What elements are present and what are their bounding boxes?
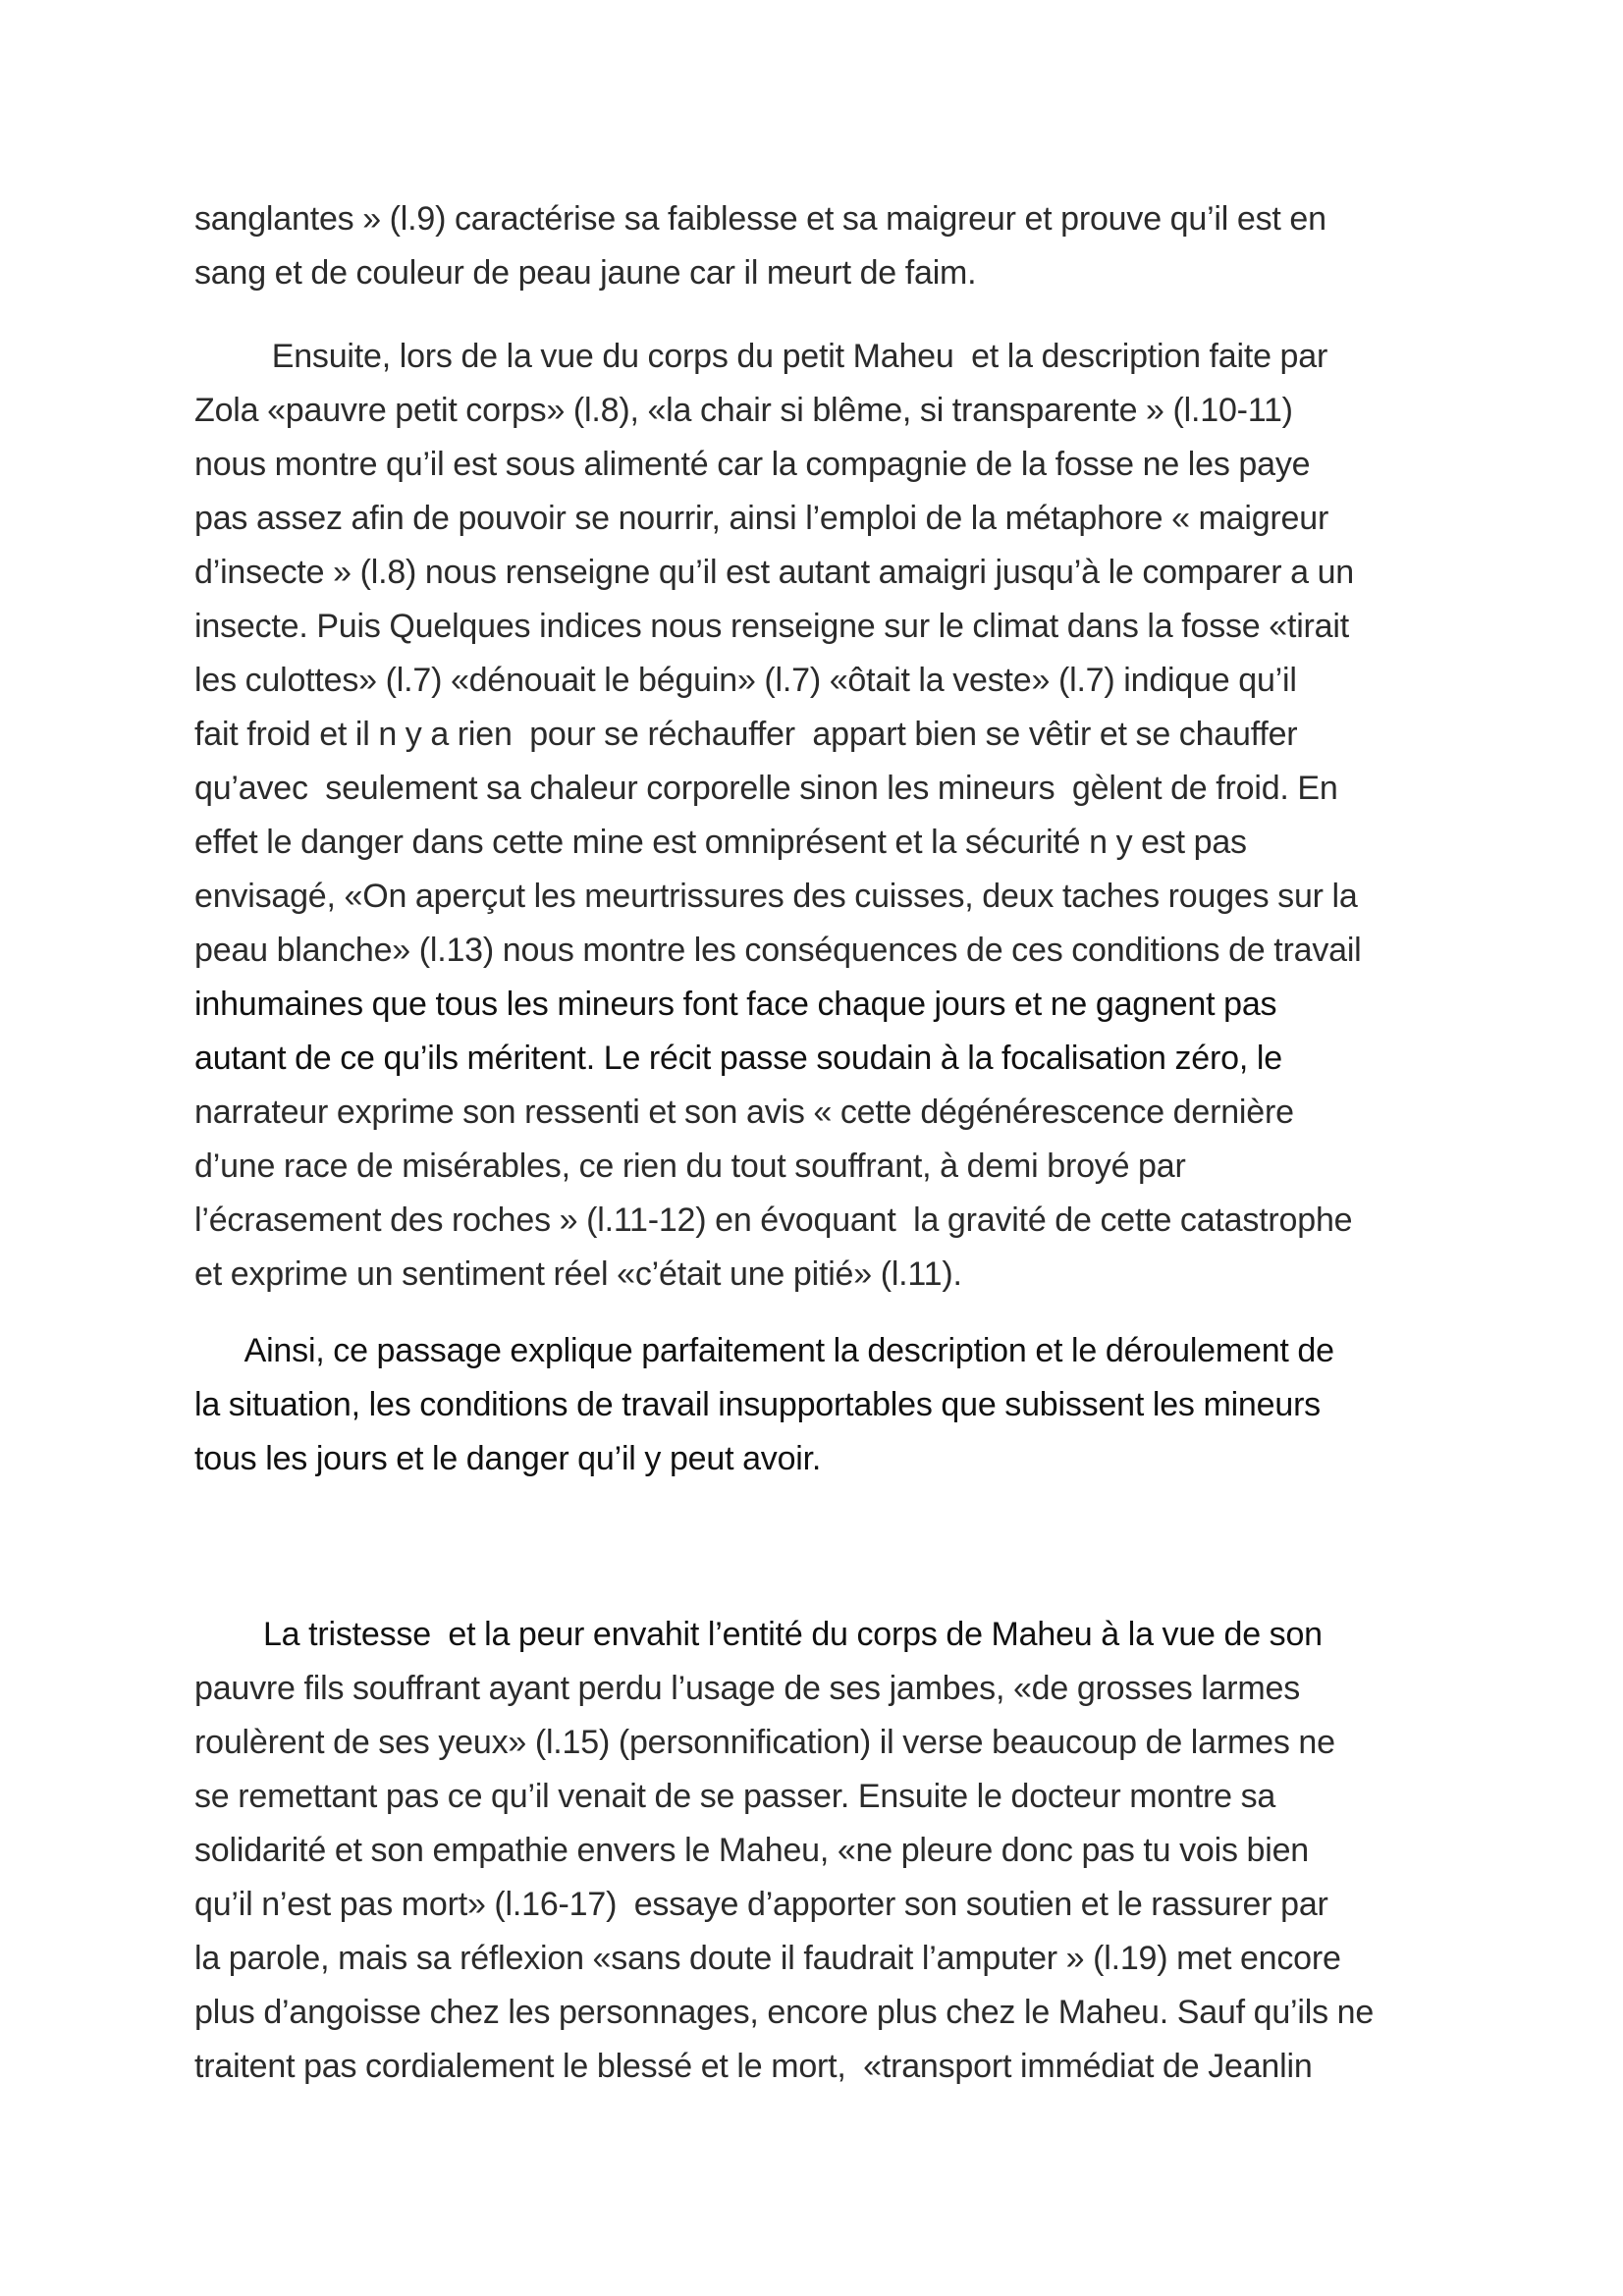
text-line: la situation, les conditions de travail insupportables que subissent les mineurs bbox=[194, 1386, 1321, 1423]
text-line: nous montre qu’il est sous alimenté car la compagnie de la fosse ne les paye bbox=[194, 446, 1311, 483]
text-line: insecte. Puis Quelques indices nous renseigne sur le climat dans la fosse «tirait bbox=[194, 608, 1349, 645]
text-line: La tristesse et la peur envahit l’entité du corps de Maheu à la vue de son bbox=[194, 1616, 1323, 1653]
text-line: qu’il n’est pas mort» (l.16-17) essaye d’apporter son soutien et le rassurer par bbox=[194, 1886, 1328, 1923]
text-line: Ainsi, ce passage explique parfaitement la description et le déroulement de bbox=[194, 1332, 1334, 1369]
text-line: et exprime un sentiment réel «c’était une pitié» (l.11). bbox=[194, 1255, 962, 1293]
text-line: effet le danger dans cette mine est omniprésent et la sécurité n y est pas bbox=[194, 824, 1247, 861]
text-line: solidarité et son empathie envers le Maheu, «ne pleure donc pas tu vois bien bbox=[194, 1832, 1310, 1869]
paragraph-2 bbox=[194, 330, 1461, 1302]
text-line: les culottes» (l.7) «dénouait le béguin» (l.7) «ôtait la veste» (l.7) indique qu’il bbox=[194, 662, 1297, 699]
text-line: traitent pas cordialement le blessé et le mort, «transport immédiat de Jeanlin bbox=[194, 2048, 1313, 2085]
text-line: fait froid et il n y a rien pour se réchauffer appart bien se vêtir et se chauffer bbox=[194, 716, 1298, 753]
text-line: la parole, mais sa réflexion «sans doute il faudrait l’amputer » (l.19) met encore bbox=[194, 1940, 1341, 1977]
text-line: roulèrent de ses yeux» (l.15) (personnification) il verse beaucoup de larmes ne bbox=[194, 1724, 1335, 1761]
paragraph-4 bbox=[194, 1608, 1461, 2094]
text-line: pauvre fils souffrant ayant perdu l’usage de ses jambes, «de grosses larmes bbox=[194, 1670, 1301, 1707]
text-line: autant de ce qu’ils méritent. Le récit passe soudain à la focalisation zéro, le bbox=[194, 1040, 1282, 1077]
text-line: peau blanche» (l.13) nous montre les conséquences de ces conditions de travail bbox=[194, 932, 1362, 969]
text-line: d’une race de misérables, ce rien du tout souffrant, à demi broyé par bbox=[194, 1148, 1186, 1185]
text-line: envisagé, «On aperçut les meurtrissures des cuisses, deux taches rouges sur la bbox=[194, 878, 1358, 915]
text-line: pas assez afin de pouvoir se nourrir, ainsi l’emploi de la métaphore « maigreur bbox=[194, 500, 1329, 537]
text-line: plus d’angoisse chez les personnages, encore plus chez le Maheu. Sauf qu’ils ne bbox=[194, 1994, 1375, 2031]
paragraph-3 bbox=[194, 1324, 1461, 1486]
text-line: Zola «pauvre petit corps» (l.8), «la chair si blême, si transparente » (l.10-11) bbox=[194, 392, 1293, 429]
text-line: inhumaines que tous les mineurs font face chaque jours et ne gagnent pas bbox=[194, 986, 1277, 1023]
text-line: se remettant pas ce qu’il venait de se passer. Ensuite le docteur montre sa bbox=[194, 1778, 1276, 1815]
text-line: sanglantes » (l.9) caractérise sa faiblesse et sa maigreur et prouve qu’il est en bbox=[194, 200, 1326, 238]
text-line: d’insecte » (l.8) nous renseigne qu’il est autant amaigri jusqu’à le comparer a un bbox=[194, 554, 1354, 591]
text-line: qu’avec seulement sa chaleur corporelle sinon les mineurs gèlent de froid. En bbox=[194, 770, 1338, 807]
paragraph-1 bbox=[194, 192, 1461, 300]
text-line: sang et de couleur de peau jaune car il meurt de faim. bbox=[194, 254, 977, 292]
text-line: Ensuite, lors de la vue du corps du petit Maheu et la description faite par bbox=[194, 338, 1328, 375]
text-line: narrateur exprime son ressenti et son avis « cette dégénérescence dernière bbox=[194, 1094, 1294, 1131]
text-line: tous les jours et le danger qu’il y peut avoir. bbox=[194, 1440, 822, 1477]
text-line: l’écrasement des roches » (l.11-12) en évoquant la gravité de cette catastrophe bbox=[194, 1201, 1353, 1239]
